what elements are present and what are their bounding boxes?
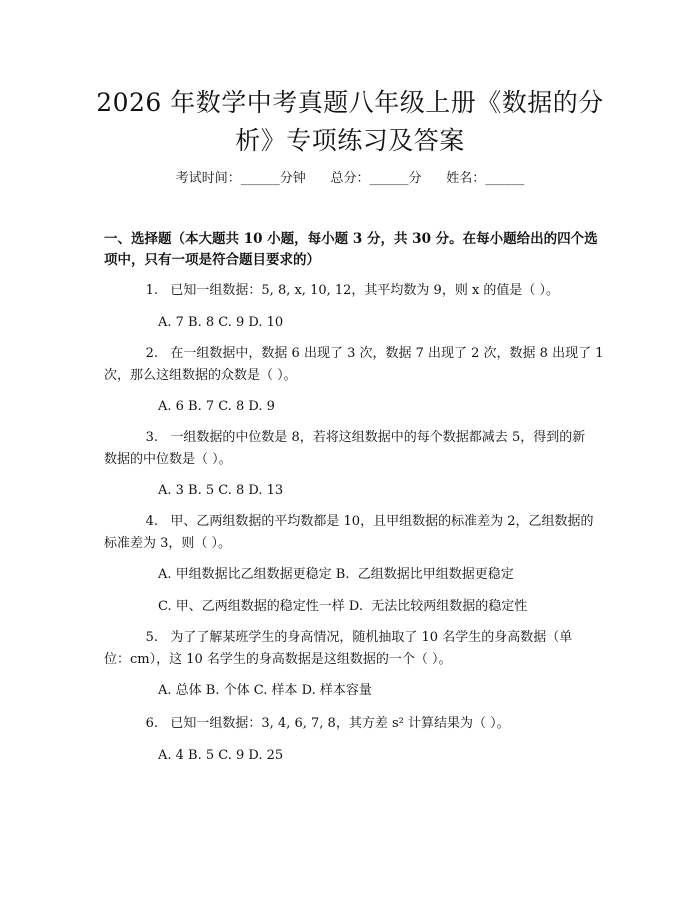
title-line-1: 2026 年数学中考真题八年级上册《数据的分: [96, 88, 604, 117]
question-5: [104, 627, 624, 671]
question-3-options: A. 3 B. 5 C. 8 D. 13: [158, 483, 284, 498]
question-text-continued: 次，那么这组数据的众数是（ ）。: [104, 368, 297, 383]
question-1-options: A. 7 B. 8 C. 9 D. 10: [158, 315, 284, 330]
question-4-options-row-1: A. 甲组数据比乙组数据更稳定 B. 乙组数据比甲组数据更稳定: [158, 567, 514, 582]
section-heading: [104, 229, 649, 271]
page-title: [60, 84, 640, 160]
question-text-continued: 数据的中位数是（ ）。: [104, 452, 232, 467]
question-4-options-row-2: C. 甲、乙两组数据的稳定性一样 D. 无法比较两组数据的稳定性: [158, 599, 528, 614]
question-text: 为了了解某班学生的身高情况，随机抽取了 10 名学生的身高数据（单: [170, 630, 573, 645]
question-2: [104, 343, 624, 387]
question-text-continued: 标准差为 3，则（ ）。: [104, 536, 232, 551]
question-text: 一组数据的中位数是 8，若将这组数据中的每个数据都减去 5，得到的新: [170, 430, 586, 445]
question-2-options: A. 6 B. 7 C. 8 D. 9: [158, 399, 275, 414]
question-6: [104, 713, 624, 735]
question-text: 在一组数据中，数据 6 出现了 3 次，数据 7 出现了 2 次，数据 8 出现了 1: [170, 346, 604, 361]
question-3: [104, 427, 624, 471]
section-heading-line-1: 一、选择题（本大题共 10 小题，每小题 3 分，共 30 分。在每小题给出的四个选: [104, 231, 598, 247]
question-text: 已知一组数据：5, 8, x, 10, 12，其平均数为 9，则 x 的值是（ ）。: [170, 283, 560, 298]
question-text-continued: 位：cm），这 10 名学生的身高数据是这组数据的一个（ ）。: [104, 652, 452, 667]
question-text: 已知一组数据：3, 4, 6, 7, 8，其方差 s² 计算结果为（ ）。: [170, 716, 510, 731]
section-heading-line-2: 项中，只有一项是符合题目要求的）: [104, 252, 320, 268]
question-number: 2.: [145, 346, 158, 361]
question-number: 6.: [145, 716, 158, 731]
question-1: [104, 280, 624, 302]
question-text: 甲、乙两组数据的平均数都是 10，且甲组数据的标准差为 2，乙组数据的: [170, 514, 594, 529]
title-line-2: 析》专项练习及答案: [235, 126, 465, 155]
question-number: 1.: [145, 283, 158, 298]
question-4: [104, 511, 624, 555]
exam-meta-line: 考试时间：______分钟 总分：______分 姓名：______: [175, 171, 525, 186]
question-5-options: A. 总体 B. 个体 C. 样本 D. 样本容量: [158, 683, 372, 698]
question-6-options: A. 4 B. 5 C. 9 D. 25: [158, 748, 284, 763]
question-number: 5.: [145, 630, 158, 645]
question-number: 3.: [145, 430, 158, 445]
question-number: 4.: [145, 514, 158, 529]
